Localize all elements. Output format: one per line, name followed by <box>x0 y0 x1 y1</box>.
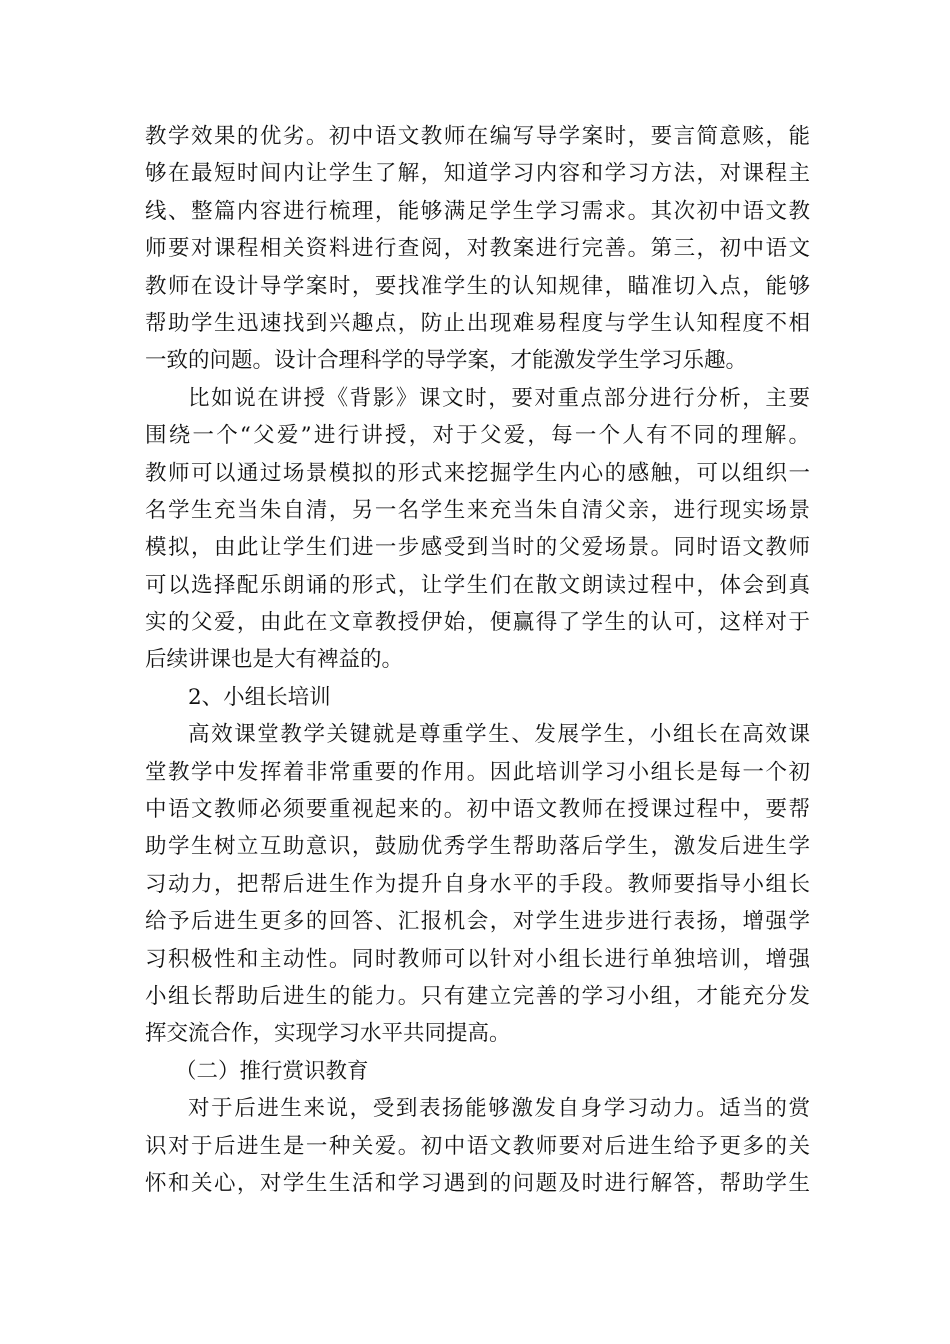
text-line: 一致的问题。设计合理科学的导学案，才能激发学生学习乐趣。 <box>145 348 748 374</box>
text-line: 够在最短时间内让学生了解，知道学习内容和学习方法，对课程主 <box>145 161 810 187</box>
text-line: 教学效果的优劣。初中语文教师在编写导学案时，要言简意赅，能 <box>145 124 810 149</box>
text-line: 教师在设计导学案时，要找准学生的认知规律，瞄准切入点，能够 <box>145 273 810 299</box>
text-line: 后续讲课也是大有裨益的。 <box>145 647 404 673</box>
section-heading: （二）推行赏识教育 <box>175 1058 369 1084</box>
text-line: 模拟，由此让学生们进一步感受到当时的父爱场景。同时语文教师 <box>145 535 810 561</box>
body-text <box>145 118 810 1202</box>
text-line: 怀和关心，对学生生活和学习遇到的问题及时进行解答，帮助学生 <box>145 1170 810 1196</box>
text-line: 实的父爱，由此在文章教授伊始，便赢得了学生的认可，这样对于 <box>145 610 810 636</box>
text-line: 助学生树立互助意识，鼓励优秀学生帮助落后学生，激发后进生学 <box>145 834 810 860</box>
text-line: 围绕一个“父爱”进行讲授，对于父爱，每一个人有不同的理解。 <box>145 423 810 449</box>
paragraph-start-line: 对于后进生来说，受到表扬能够激发自身学习动力。适当的赏 <box>188 1096 810 1122</box>
text-line: 挥交流合作，实现学习水平共同提高。 <box>145 1021 511 1047</box>
text-line: 中语文教师必须要重视起来的。初中语文教师在授课过程中，要帮 <box>145 797 810 823</box>
text-line: 习动力，把帮后进生作为提升自身水平的手段。教师要指导小组长 <box>145 871 810 897</box>
text-line: 小组长帮助后进生的能力。只有建立完善的学习小组，才能充分发 <box>145 983 810 1009</box>
text-line: 给予后进生更多的回答、汇报机会，对学生进步进行表扬，增强学 <box>145 909 810 935</box>
text-line: 名学生充当朱自清，另一名学生来充当朱自清父亲，进行现实场景 <box>145 497 810 523</box>
text-line: 堂教学中发挥着非常重要的作用。因此培训学习小组长是每一个初 <box>145 759 810 785</box>
text-line: 师要对课程相关资料进行查阅，对教案进行完善。第三，初中语文 <box>145 236 810 262</box>
text-line: 教师可以通过场景模拟的形式来挖掘学生内心的感触，可以组织一 <box>145 460 810 486</box>
text-line: 习积极性和主动性。同时教师可以针对小组长进行单独培训，增强 <box>145 946 810 972</box>
text-line: 可以选择配乐朗诵的形式，让学生们在散文朗读过程中，体会到真 <box>145 572 810 598</box>
text-line: 识对于后进生是一种关爱。初中语文教师要对后进生给予更多的关 <box>145 1133 810 1159</box>
text-line: 帮助学生迅速找到兴趣点，防止出现难易程度与学生认知程度不相 <box>145 310 810 336</box>
paragraph-start-line: 比如说在讲授《背影》课文时，要对重点部分进行分析，主要 <box>188 385 810 411</box>
paragraph-start-line: 高效课堂教学关键就是尊重学生、发展学生，小组长在高效课 <box>188 722 810 748</box>
text-line: 线、整篇内容进行梳理，能够满足学生学习需求。其次初中语文教 <box>145 198 810 224</box>
section-heading: 2、小组长培训 <box>188 684 331 710</box>
